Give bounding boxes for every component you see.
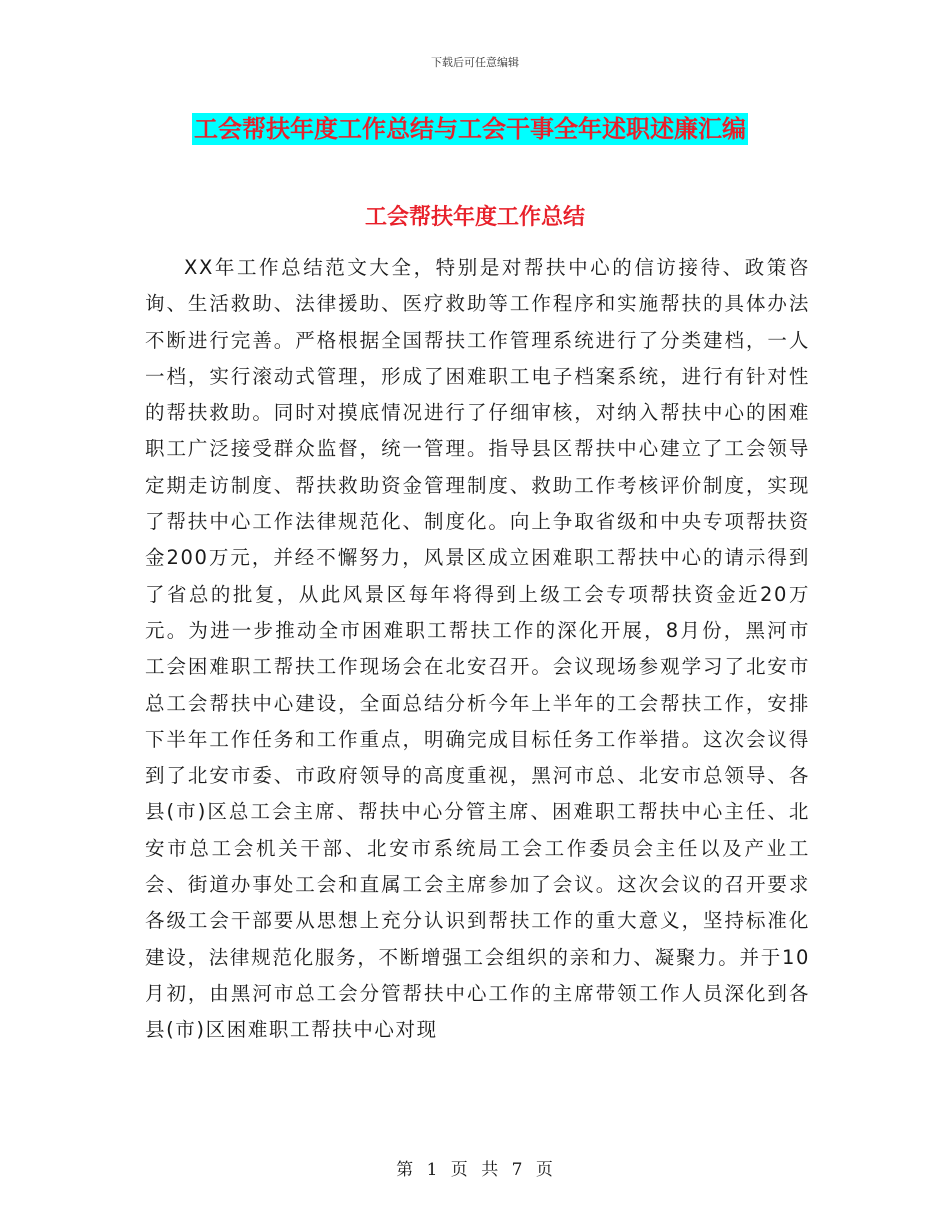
page-number-footer: 第 1 页 共 7 页 (396, 1160, 554, 1180)
section-title: 工会帮扶年度工作总结 (364, 205, 585, 230)
page-header-note: 下载后可任意编辑 (431, 56, 519, 69)
body-paragraph: XX年工作总结范文大全，特别是对帮扶中心的信访接待、政策咨询、生活救助、法律援助、医疗救助等工作程序和实施帮扶的具体办法不断进行完善。严格根据全国帮扶工作管理系统进行了分类建档，一人一档，实行滚动式管理，形成了困难职工电子档案系统，进行有针对性的帮扶救助。同时对摸底情况进行了仔细审核，对纳入帮扶中心的困难职工广泛接受群众监督，统一管理。指导县区帮扶中心建立了工会领导定期走访制度、帮扶救助资金管理制度、救助工作考核评价制度，实现了帮扶中心工作法律规范化、制度化。向上争取省级和中央专项帮扶资金200万元，并经不懈努力，风景区成立困难职工帮扶中心的请示得到了省总的批复，从此风景区每年将得到上级工会专项帮扶资金近20万元。为进一步推动全市困难职工帮扶工作的深化开展，8月份，黑河市工会困难职工帮扶工作现场会在北安召开。会议现场参观学习了北安市总工会帮扶中心建设，全面总结分析今年上半年的工会帮扶工作，安排下半年工作任务和工作重点，明确完成目标任务工作举措。这次会议得到了北安市委、市政府领导的高度重视，黑河市总、北安市总领导、各县(市)区总工会主席、帮扶中心分管主席、困难职工帮扶中心主任、北安市总工会机关干部、北安市系统局工会工作委员会主任以及产业工会、街道办事处工会和直属工会主席参加了会议。这次会议的召开要求各级工会干部要从思想上充分认识到帮扶工作的重大意义，坚持标准化建设，法律规范化服务，不断增强工会组织的亲和力、凝聚力。并于10月初，由黑河市总工会分管帮扶中心工作的主席带领工作人员深化到各县(市)区困难职工帮扶中心对现 (145, 256, 810, 1042)
document-title: 工会帮扶年度工作总结与工会干事全年述职述廉汇编 (194, 115, 746, 143)
